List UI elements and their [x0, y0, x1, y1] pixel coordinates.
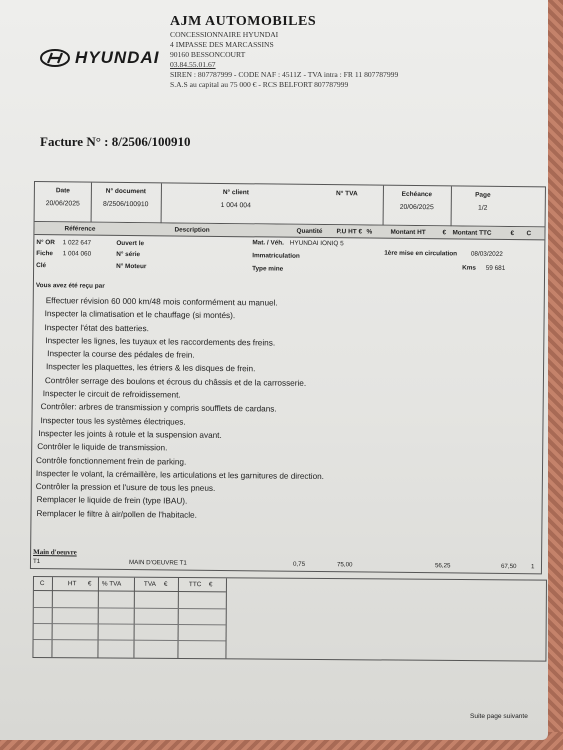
company-line: 4 IMPASSE DES MARCASSINS	[170, 40, 274, 49]
operation-line: Inspecter les lignes, les tuyaux et les raccordements des freins.	[45, 336, 276, 348]
vat-column-divider	[177, 578, 179, 658]
operation-line: Inspecter le circuit de refroidissement.	[42, 389, 181, 400]
immat-label: Immatriculation	[252, 252, 300, 260]
operation-line: Inspecter le volant, la crémaillère, les articulations et les garnitures de direction.	[35, 468, 325, 481]
or-label: N° OR	[36, 239, 55, 247]
serie-label: N° série	[116, 250, 141, 259]
vehicle-model-info	[252, 239, 343, 247]
fiche-info	[36, 250, 91, 258]
fiche-label: Fiche	[36, 250, 53, 258]
vat-row-line	[34, 623, 226, 625]
vehicle-model-value: HYUNDAI IONIQ 5	[289, 239, 344, 248]
vehicle-model-label: Mat. / Véh.	[252, 239, 285, 247]
vat-col-ht-currency: €	[87, 580, 92, 588]
operation-line: Remplacer le filtre à air/pollen de l'habitacle.	[36, 508, 197, 520]
vat-col-tva: TVA	[143, 580, 156, 588]
document-cell	[91, 183, 161, 224]
cle-info	[36, 262, 46, 269]
document-value: 8/2506/100910	[103, 200, 149, 209]
page-value: 1/2	[477, 204, 488, 212]
company-line: 03.84.55.01.67	[170, 60, 216, 69]
opened-info	[116, 240, 144, 247]
operation-line: Inspecter les joints à rotule et la suspension avant.	[38, 429, 222, 440]
page-cell	[451, 186, 515, 227]
operation-line: Inspecter l'état des batteries.	[44, 322, 149, 333]
col-reference: Référence	[64, 225, 96, 233]
labour-heading: Main d'oeuvre	[33, 548, 77, 557]
vat-summary-table	[32, 576, 547, 662]
moteur-label: N° Moteur	[116, 262, 147, 271]
continued-note: Suite page suivante	[470, 713, 528, 720]
client-cell	[161, 183, 311, 225]
labour-quantity: 0,75	[292, 560, 306, 568]
invoice-table	[30, 181, 546, 574]
vat-row-line	[34, 639, 226, 641]
brand-wordmark: HYUNDAI	[75, 48, 160, 67]
fiche-value: 1 004 060	[62, 250, 92, 258]
vat-column-divider	[133, 578, 135, 658]
received-by	[36, 282, 105, 290]
labour-description: MAIN D'OEUVRE T1	[128, 559, 187, 567]
tva-cell	[311, 185, 383, 226]
date-cell	[35, 182, 91, 223]
col-ttc-currency: €	[510, 229, 515, 238]
labour-amount-ht: 56,25	[434, 562, 451, 570]
operation-line: Remplacer le liquide de frein (type IBAU).	[36, 495, 188, 507]
circulation-label: 1ère mise en circulation	[384, 249, 458, 258]
company-line: S.A.S au capital au 75 000 € - RCS BELFORT 807787999	[170, 80, 349, 89]
due-value: 20/06/2025	[399, 203, 434, 212]
invoice-title: Facture N° : 8/2506/100910	[40, 134, 191, 149]
cle-label: Clé	[36, 262, 47, 270]
col-percent: %	[366, 228, 373, 236]
operation-line: Contrôle fonctionnement frein de parking.	[36, 455, 187, 467]
operation-line: Inspecter les plaquettes, les étriers & les disques de frein.	[46, 362, 256, 374]
labour-ref: T1	[32, 558, 41, 566]
type-info	[252, 265, 283, 272]
vat-column-divider	[51, 577, 53, 657]
kms-value: 59 681	[485, 264, 506, 272]
vat-col-c: C	[39, 580, 45, 588]
vat-col-ht: HT	[67, 580, 77, 588]
col-description: Description	[174, 226, 210, 234]
kms-info	[462, 264, 505, 271]
operation-line: Contrôler: arbres de transmission y compris soufflets de cardans.	[40, 402, 277, 414]
labour-amount-ttc: 67,50	[500, 562, 517, 571]
vat-column-divider	[225, 578, 227, 658]
vat-row-line	[34, 607, 226, 609]
company-block	[170, 14, 398, 90]
date-label: Date	[55, 187, 70, 195]
moteur-info	[116, 263, 146, 270]
col-pu-ht: P.U HT	[336, 228, 357, 236]
client-value: 1 004 004	[220, 201, 251, 210]
type-label: Type mine	[252, 265, 284, 273]
opened-label: Ouvert le	[116, 239, 145, 248]
received-label: Vous avez été reçu par	[35, 282, 105, 290]
operation-line: Effectuer révision 60 000 km/48 mois conformément au manuel.	[45, 296, 278, 308]
operations-list	[35, 294, 325, 523]
date-value: 20/06/2025	[45, 200, 80, 208]
col-ht-currency: €	[442, 229, 447, 237]
vat-col-ttc: TTC	[188, 581, 202, 589]
brand-logo	[40, 48, 159, 68]
vat-column-divider	[97, 577, 99, 657]
due-cell	[383, 186, 451, 227]
operation-line: Contrôler le liquide de transmission.	[37, 442, 168, 453]
client-label: N° client	[222, 188, 249, 197]
operation-line: Contrôler serrage des boulons et écrous du châssis et de la carrosserie.	[44, 375, 307, 388]
kms-label: Kms	[462, 264, 477, 272]
tva-label: N° TVA	[336, 190, 358, 198]
serie-info	[116, 251, 140, 258]
vat-col-tva-currency: €	[163, 580, 168, 588]
labour-unit-price: 75,00	[336, 561, 353, 569]
company-name: AJM AUTOMOBILES	[170, 14, 317, 29]
immat-info	[252, 252, 300, 259]
col-quantity: Quantité	[296, 227, 323, 236]
operation-line: Inspecter la climatisation et le chauffage (si montés).	[44, 309, 236, 321]
or-value: 1 022 647	[62, 239, 92, 247]
hyundai-logo-icon	[40, 49, 70, 67]
company-line: 90160 BESSONCOURT	[170, 50, 246, 59]
circulation-value: 08/03/2022	[470, 250, 503, 258]
labour-c: 1	[530, 563, 535, 571]
vat-header	[34, 577, 226, 592]
operation-line: Inspecter la course des pédales de frein.	[47, 349, 195, 360]
circulation-info	[384, 250, 503, 258]
vat-col-pct: % TVA	[101, 580, 122, 588]
operation-line: Contrôler la pression et l'usure de tous les pneus.	[35, 482, 216, 494]
operation-line: Inspecter tous les systèmes électriques.	[40, 415, 186, 427]
col-c: C	[526, 230, 532, 238]
due-label: Echéance	[401, 190, 433, 199]
company-line: SIREN : 807787999 - CODE NAF : 4511Z - TVA intra : FR 11 807787999	[170, 70, 399, 79]
invoice-header-row	[35, 182, 545, 227]
company-line: CONCESSIONNAIRE HYUNDAI	[170, 30, 279, 39]
col-pu-currency: €	[358, 228, 363, 236]
col-montant-ht: Montant HT	[390, 228, 426, 237]
vat-col-ttc-currency: €	[208, 581, 213, 589]
page-label: Page	[475, 191, 491, 199]
or-info	[36, 239, 91, 247]
col-montant-ttc: Montant TTC	[452, 229, 492, 237]
document-label: N° document	[105, 187, 147, 196]
